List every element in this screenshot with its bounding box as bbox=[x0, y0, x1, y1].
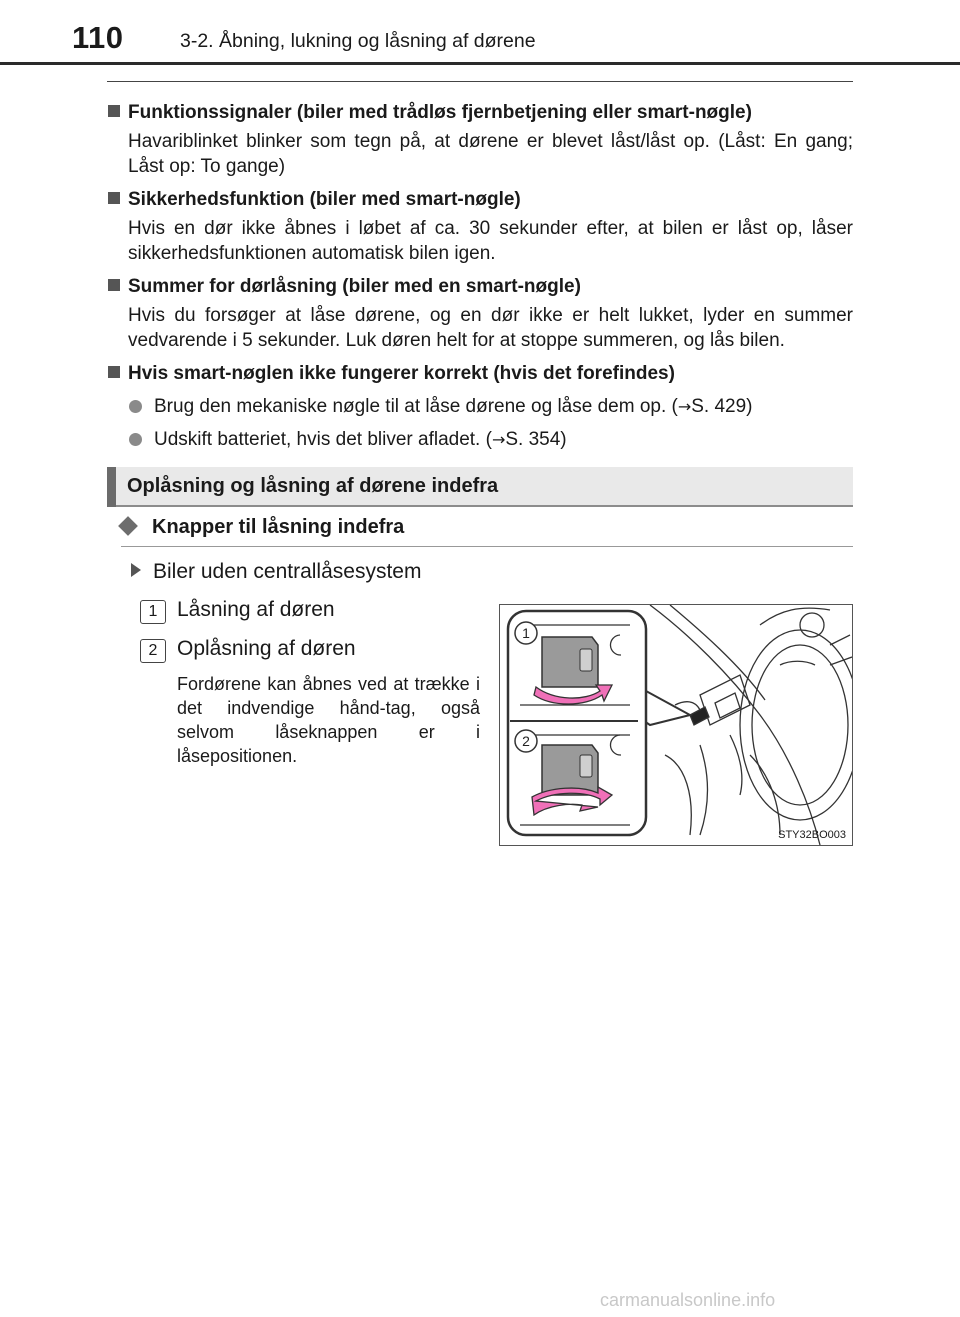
section-heading-smartkey bbox=[107, 361, 853, 386]
section-heading-safety bbox=[107, 187, 853, 212]
watermark-text: carmanualsonline.info bbox=[600, 1290, 776, 1310]
bullet-text: Brug den mekaniske nøgle til at låse dørene og låse dem op. ( bbox=[154, 396, 678, 417]
heading-text: Sikkerhedsfunktion (biler med smart-nøgle) bbox=[128, 189, 521, 210]
diamond-icon bbox=[118, 516, 138, 536]
section-heading-signals bbox=[107, 100, 853, 125]
arrow-right-icon: → bbox=[677, 397, 692, 416]
page-reference-link[interactable]: S. 354) bbox=[505, 429, 567, 450]
chapter-title: 3-2. Åbning, lukning og låsning af dørene bbox=[180, 30, 536, 52]
figure-code: STY32BO003 bbox=[778, 829, 846, 841]
list-item-mechanical-key bbox=[107, 394, 853, 419]
header-rule bbox=[0, 62, 960, 65]
heading-text: Funktionssignaler (biler med trådløs fjernbetjening eller smart-nøgle) bbox=[128, 102, 752, 123]
section-body-signals: Havariblinket blinker som tegn på, at dørene er blevet låst/låst op. (Låst: En gang; Låst op: To gange) bbox=[128, 131, 853, 177]
section-heading-buzzer bbox=[107, 274, 853, 299]
section-title: Oplåsning og låsning af dørene indefra bbox=[127, 475, 499, 497]
callout-1: 1 bbox=[522, 625, 530, 641]
arrow-right-icon: → bbox=[491, 430, 506, 449]
square-bullet-icon bbox=[108, 279, 120, 291]
square-bullet-icon bbox=[108, 192, 120, 204]
section-body-safety: Hvis en dør ikke åbnes i løbet af ca. 30 sekunder efter, at bilen er låst op, låser sikkerhedsfunktionen automatisk bilen igen. bbox=[128, 218, 853, 264]
subsection-title: Knapper til låsning indefra bbox=[152, 516, 405, 538]
note-text: Fordørene kan åbnes ved at trække i det indvendige hånd-tag, også selvom låseknappen er i låsepositionen. bbox=[177, 674, 480, 766]
heading-text: Summer for dørlåsning (biler med en smart-nøgle) bbox=[128, 276, 581, 297]
page-number: 110 bbox=[72, 20, 124, 55]
number-badge: 2 bbox=[140, 639, 166, 663]
page-reference-link[interactable]: S. 429) bbox=[691, 396, 753, 417]
triangle-right-icon bbox=[131, 563, 141, 577]
variant-text: Biler uden centrallåsesystem bbox=[153, 560, 422, 583]
number-badge: 1 bbox=[140, 600, 166, 624]
round-bullet-icon bbox=[129, 400, 142, 413]
section-bar-edge bbox=[107, 467, 116, 507]
item-label: Oplåsning af døren bbox=[177, 637, 356, 660]
illustration-svg bbox=[500, 605, 852, 845]
section-body-buzzer: Hvis du forsøger at låse dørene, og en dør ikke er helt lukket, lyder en summer vedvarende i 5 sekunder. Luk døren helt for at stoppe summeren, og lås bilen. bbox=[128, 305, 853, 351]
door-lock-illustration bbox=[499, 604, 853, 846]
section-title-bar bbox=[107, 467, 853, 507]
variant-line bbox=[131, 560, 421, 584]
page-header bbox=[0, 0, 960, 64]
info-sections bbox=[107, 92, 853, 452]
heading-text: Hvis smart-nøglen ikke fungerer korrekt (hvis det forefindes) bbox=[128, 363, 675, 384]
square-bullet-icon bbox=[108, 105, 120, 117]
round-bullet-icon bbox=[129, 433, 142, 446]
square-bullet-icon bbox=[108, 366, 120, 378]
callout-2: 2 bbox=[522, 733, 530, 749]
list-item-battery bbox=[107, 427, 853, 452]
item-label: Låsning af døren bbox=[177, 598, 335, 621]
top-divider bbox=[107, 81, 853, 82]
bullet-text: Udskift batteriet, hvis det bliver afladet. ( bbox=[154, 429, 492, 450]
subsection-heading bbox=[121, 512, 853, 547]
